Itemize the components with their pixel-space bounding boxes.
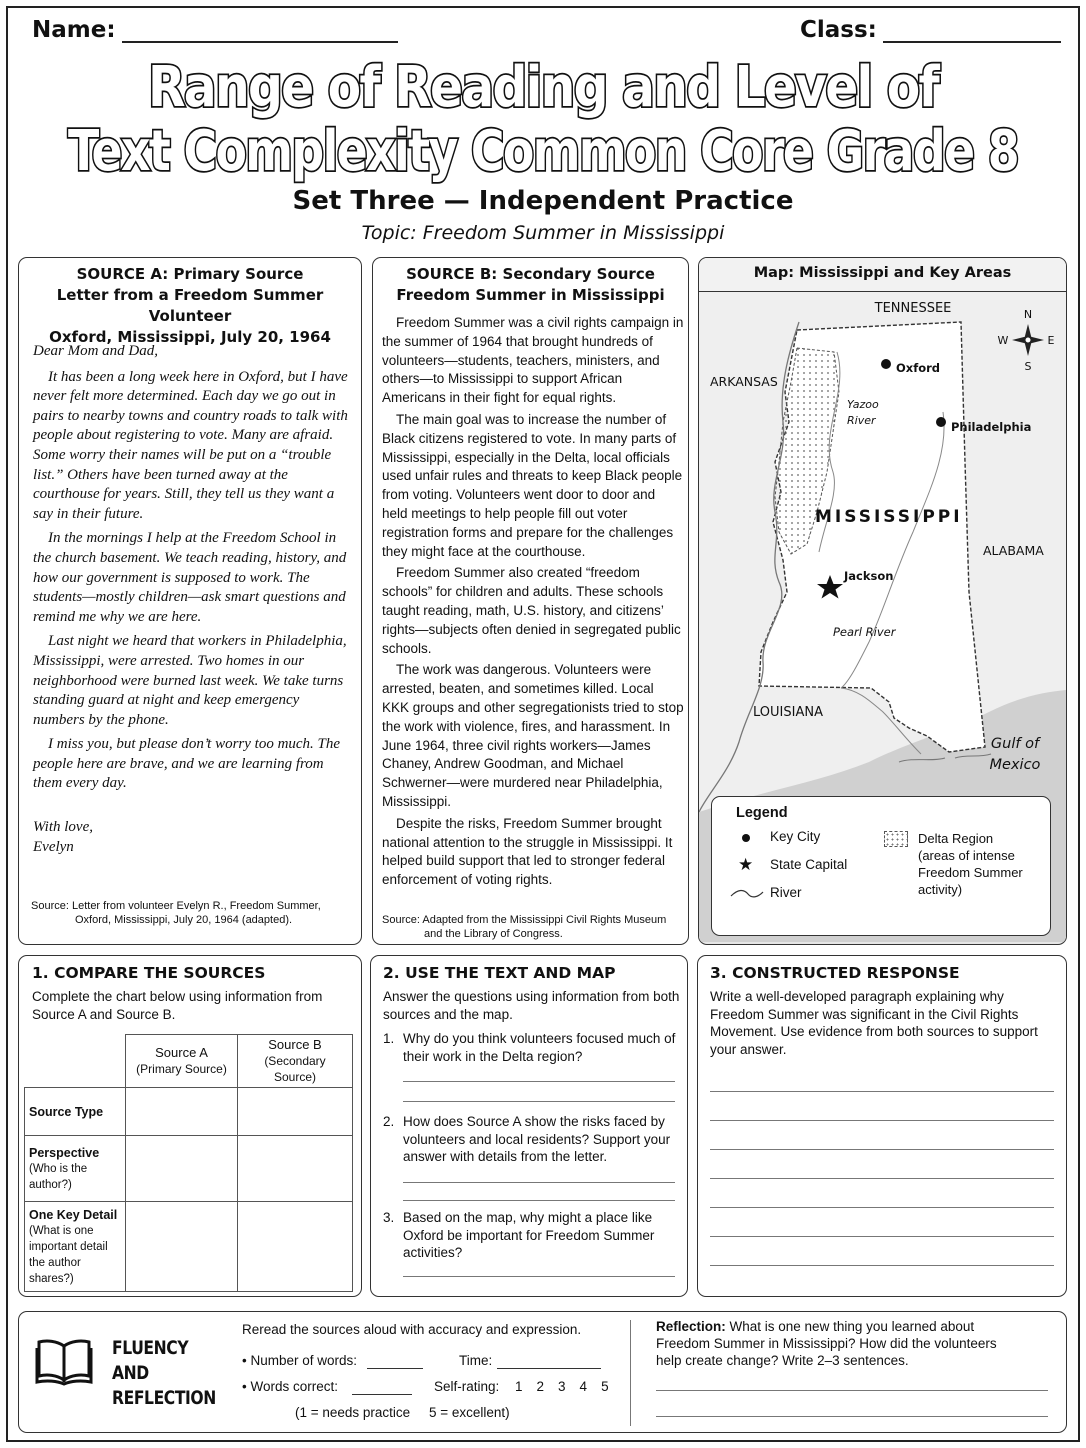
delta-region-icon [884, 831, 908, 847]
constructed-title: 3. CONSTRUCTED RESPONSE [710, 964, 960, 982]
reflection-line[interactable] [656, 1390, 1048, 1391]
response-line[interactable] [710, 1091, 1054, 1092]
response-line[interactable] [710, 1149, 1054, 1150]
rating-options [515, 1379, 609, 1394]
words-blank[interactable] [367, 1368, 423, 1369]
fluency-instruction: Reread the sources aloud with accuracy and expression. [242, 1322, 582, 1337]
time-blank[interactable] [497, 1368, 601, 1369]
source-a-subheading-1: Letter from a Freedom Summer Volunteer [56, 286, 324, 325]
correct-blank[interactable] [352, 1394, 412, 1395]
source-b-citation [382, 913, 687, 941]
reflection-label: Reflection: [656, 1319, 726, 1334]
topic: Topic: Freedom Summer in Mississippi [361, 222, 725, 244]
chart-header-b-sub: (Secondary Source) [264, 1054, 326, 1084]
letter-paragraph: I miss you, but please don’t worry too much. The people here are brave, and we are learning from them every day. [33, 736, 341, 792]
compare-intro: Complete the chart below using information from Source A and Source B. [32, 989, 323, 1022]
question-number: 3. [383, 1210, 395, 1225]
source-a-heading: SOURCE A: Primary Source [76, 265, 304, 283]
label-jackson: Jackson [844, 569, 894, 583]
source-b-body [382, 314, 684, 893]
letter-paragraph: It has been a long week here in Oxford, but I have never felt more determined. Each day we go out in pairs to nearby towns and country roads to talk with people about registering to vote. Many are afraid. Some worry their names will be put on a “trouble list.” Others have been turned away at the courthouse for years. Still, they tell us they want a say in their future. [33, 368, 348, 522]
name-blank[interactable] [122, 21, 398, 43]
chart-corner [25, 1035, 126, 1088]
label-philadelphia: Philadelphia [951, 420, 1032, 434]
chart-cell[interactable] [126, 1202, 238, 1292]
title-line-1: Range of Reading and Level of [148, 55, 941, 120]
class-field [800, 17, 1061, 43]
chart-row-title: One Key Detail [29, 1207, 118, 1222]
compare-chart [24, 1034, 353, 1292]
compare-panel [18, 955, 362, 1297]
time-label: Time: [459, 1353, 493, 1368]
reflection-prompt [656, 1318, 1016, 1369]
response-line[interactable] [710, 1120, 1054, 1121]
legend-title: Legend [736, 805, 788, 821]
chart-row-sub: (What is one [29, 1224, 94, 1237]
chart-row-sub: author?) [29, 1178, 72, 1191]
compass-s: S [1024, 360, 1032, 373]
label-tennessee: TENNESSEE [874, 301, 952, 316]
letter-closing: With love, [33, 819, 93, 836]
question-text: Why do you think volunteers focused much of their work in the Delta region? [403, 1031, 676, 1064]
question-2 [383, 1113, 677, 1166]
compare-title: 1. COMPARE THE SOURCES [32, 964, 266, 982]
citation-line: Source: Letter from volunteer Evelyn R., Freedom Summer, [31, 900, 321, 912]
class-blank[interactable] [883, 21, 1061, 43]
source-b-paragraph: Despite the risks, Freedom Summer brought national attention to the struggle in Mississippi. It helped build support that led to stronger federal enforcement of voting rights. [382, 815, 673, 888]
letter-body [33, 342, 351, 862]
correct-label: • Words correct: [242, 1379, 338, 1394]
label-arkansas: ARKANSAS [710, 374, 778, 389]
worksheet-title [40, 52, 1046, 184]
source-a-citation [31, 899, 356, 927]
chart-row-label [25, 1136, 126, 1202]
use-text-title: 2. USE THE TEXT AND MAP [383, 964, 616, 982]
letter-signature: Evelyn [33, 838, 74, 855]
label-pearl-river: Pearl River [833, 625, 896, 639]
fluency-panel [18, 1311, 1067, 1433]
fluency-label-1: FLUENCY [112, 1337, 189, 1359]
label-yazoo-2: River [847, 414, 876, 427]
use-text-panel [370, 955, 688, 1297]
reflection-text: What is one new thing you learned about Freedom Summer in Mississippi? How did the volunteers help create change? Write 2–3 sentences. [656, 1319, 997, 1368]
chart-header-b-title: Source B [268, 1037, 322, 1052]
source-b-paragraph: Freedom Summer was a civil rights campaign in the summer of 1964 that brought hundreds of volunteers—students, teachers, ministers, and others—to Mississippi to support African Americans in their fight for equal rights. [382, 315, 684, 406]
chart-header-a [126, 1035, 238, 1088]
label-mississippi: MISSISSIPPI [815, 507, 963, 527]
question-number: 2. [383, 1114, 395, 1129]
question-number: 1. [383, 1031, 395, 1046]
map-legend [711, 796, 1051, 936]
source-b-paragraph: The main goal was to increase the number of Black citizens registered to vote. In many parts of Mississippi, especially in the Delta, local officials used unfair rules and threats to keep Black people from voting. Volunteers went door to door and held meetings to help people fill out voter registration forms and prepare for the challenges they might face at the courthouse. [382, 411, 683, 559]
source-b-paragraph: The work was dangerous. Volunteers were arrested, beaten, and sometimes killed. Local KKK groups and other segregationists tried to stop the work with violence, fires, and harassment. In June 1964, three civil rights workers—James Chaney, Andrew Goodman, and Michael Schwerner—were murdered near Philadelphia, Mississippi. [382, 662, 684, 809]
label-louisiana: LOUISIANA [753, 705, 823, 720]
rating-option[interactable]: 1 [515, 1379, 523, 1394]
chart-row-label [25, 1202, 126, 1292]
constructed-response-panel [697, 955, 1067, 1297]
chart-header-b [238, 1035, 353, 1088]
words-label: • Number of words: [242, 1353, 358, 1368]
legend-delta-line: Freedom Summer [918, 865, 1023, 880]
response-line[interactable] [710, 1207, 1054, 1208]
label-gulf-1: Gulf of [990, 736, 1040, 752]
citation-line: and the Library of Congress. [424, 928, 563, 940]
chart-cell[interactable] [238, 1136, 353, 1202]
chart-row-sub: important detail [29, 1240, 108, 1253]
chart-row-sub: (Who is the [29, 1162, 88, 1175]
citation-line: Oxford, Mississippi, July 20, 1964 (adapted). [75, 914, 293, 926]
source-b-panel [372, 257, 689, 945]
source-b-paragraph: Freedom Summer also created “freedom schools” for children and adults. These schools taught reading, math, U.S. history, and citizens’ rights—subjects often denied in segregated public schools. [382, 565, 681, 656]
chart-header-a-sub: (Primary Source) [136, 1062, 227, 1076]
name-field [32, 17, 398, 43]
fluency-label-2: AND REFLECTION [112, 1362, 216, 1409]
answer-line[interactable] [403, 1182, 675, 1183]
chart-row-label: Source Type [25, 1088, 126, 1136]
constructed-intro: Write a well-developed paragraph explaining why Freedom Summer was significant in the Civil Rights Movement. Use evidence from both sources to support your answer. [710, 989, 1038, 1057]
use-text-intro: Answer the questions using information from both sources and the map. [383, 989, 680, 1022]
river-icon [730, 887, 764, 901]
label-gulf-2: Mexico [989, 757, 1041, 773]
question-text: Based on the map, why might a place like Oxford be important for Freedom Summer activities? [403, 1210, 655, 1260]
compass-w: W [997, 334, 1009, 347]
citation-line: Source: Adapted from the Mississippi Civil Rights Museum [382, 914, 667, 926]
map-title: Map: Mississippi and Key Areas [699, 258, 1066, 292]
name-label: Name: [32, 17, 116, 43]
oxford-dot [881, 359, 891, 369]
rating-option[interactable]: 3 [558, 1379, 566, 1394]
answer-line[interactable] [403, 1276, 675, 1277]
legend-key-city: Key City [770, 829, 821, 844]
subtitle: Set Three — Independent Practice [292, 186, 794, 216]
legend-state-capital: State Capital [770, 857, 848, 872]
rating-option[interactable]: 2 [536, 1379, 545, 1394]
rating-label: Self-rating: [434, 1379, 500, 1394]
response-line[interactable] [710, 1178, 1054, 1179]
class-label: Class: [800, 17, 877, 43]
legend-delta [918, 830, 1023, 898]
question-text: How does Source A show the risks faced by volunteers and local residents? Support your answer with details from the letter. [403, 1114, 671, 1164]
chart-cell[interactable] [238, 1202, 353, 1292]
question-3 [383, 1209, 677, 1262]
letter-paragraph: In the mornings I help at the Freedom School in the church basement. We teach reading, history, and how our government is supposed to work. The students—mostly children—ask smart questions and remind me why we are here. [33, 530, 347, 625]
rating-scale-note: (1 = needs practice 5 = excellent) [295, 1405, 510, 1420]
fluency-divider [630, 1320, 631, 1426]
question-1 [383, 1030, 677, 1065]
chart-header-a-title: Source A [155, 1045, 208, 1060]
letter-paragraph: Last night we heard that workers in Philadelphia, Mississippi, were arrested. Two homes in our neighborhood were burned last week. We take turns standing guard at night and keep emergency numbers by the phone. [33, 633, 347, 728]
chart-row-title: Perspective [29, 1145, 100, 1160]
answer-line[interactable] [403, 1081, 675, 1082]
rating-option[interactable]: 4 [579, 1379, 588, 1394]
title-line-2: Text Complexity Common Core Grade 8 [68, 119, 1018, 184]
letter-greeting: Dear Mom and Dad, [33, 343, 158, 359]
answer-line[interactable] [403, 1101, 675, 1102]
compass-n: N [1023, 308, 1033, 321]
source-a-panel [18, 257, 362, 945]
answer-line[interactable] [403, 1200, 675, 1201]
chart-row-sub: the author shares?) [29, 1256, 81, 1285]
legend-river: River [770, 885, 802, 900]
reflection-line[interactable] [656, 1416, 1048, 1417]
star-icon: ★ [738, 855, 754, 874]
rating-option[interactable]: 5 [601, 1379, 609, 1394]
source-a-subheading-2: Oxford, Mississippi, July 20, 1964 [49, 328, 331, 346]
label-yazoo-1: Yazoo [847, 398, 879, 411]
source-b-subheading: Freedom Summer in Mississippi [396, 286, 665, 304]
source-b-heading: SOURCE B: Secondary Source [406, 265, 655, 283]
chart-cell[interactable] [238, 1088, 353, 1136]
response-line[interactable] [710, 1265, 1054, 1266]
label-alabama: ALABAMA [983, 543, 1044, 558]
legend-delta-line: Delta Region [918, 831, 994, 846]
philadelphia-dot [936, 417, 946, 427]
map-panel [698, 257, 1067, 945]
compass-e: E [1047, 334, 1055, 347]
legend-delta-line: (areas of intense [918, 848, 1015, 863]
label-oxford: Oxford [896, 361, 941, 375]
response-line[interactable] [710, 1236, 1054, 1237]
key-city-icon [742, 834, 750, 842]
open-book-icon [35, 1336, 93, 1386]
chart-cell[interactable] [126, 1088, 238, 1136]
chart-cell[interactable] [126, 1136, 238, 1202]
legend-delta-line: activity) [918, 882, 963, 897]
